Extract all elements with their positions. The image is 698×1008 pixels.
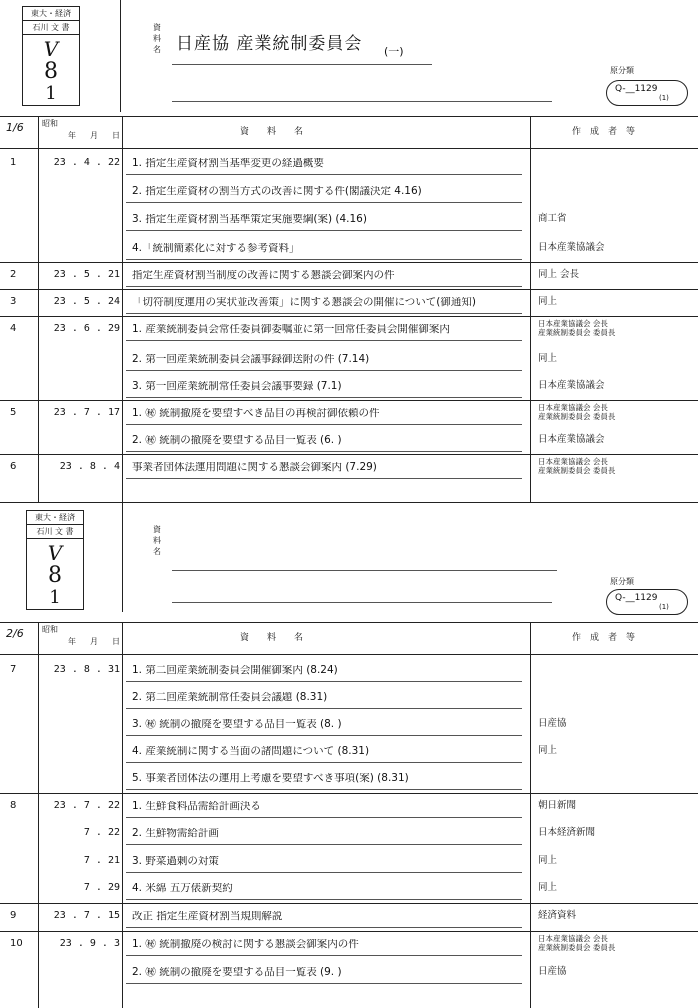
row-material-title: 1. 産業統制委員会常任委員御委嘱並に第一回常任委員会開催御案内 (132, 324, 450, 335)
header-material: 資 料 名 (240, 127, 304, 137)
sheet-number-1: 1/6 (6, 121, 24, 134)
row-number: 10 (10, 938, 23, 949)
row-author: 同上 (538, 296, 558, 307)
header-month: 月 (90, 131, 98, 140)
row-date: 23 . 7 . 17 (53, 407, 120, 418)
row-author: 同上 会長 (538, 269, 580, 280)
row-author: 日本経済新聞 (538, 827, 596, 838)
row-author: 日本産業協議会 会長 産業統制委員会 委員長 (538, 403, 616, 421)
archive-stamp (22, 6, 80, 106)
row-number: 2 (10, 269, 17, 280)
row-material-title: 4. 産業統制に関する当面の諸問題について (8.31) (132, 746, 370, 757)
classification-badge-2 (606, 589, 688, 615)
classification-badge (606, 80, 688, 106)
classification-code-2: Q-__1129 (615, 593, 658, 603)
row-date: 23 . 8 . 31 (53, 664, 120, 675)
row-date: 7 . 29 (83, 882, 120, 893)
row-date: 23 . 9 . 3 (59, 938, 120, 949)
row-author: 日本産業協議会 (538, 380, 605, 391)
row-date: 23 . 7 . 15 (53, 910, 120, 921)
row-number: 8 (10, 800, 17, 811)
row-material-title: 1. 第二回産業統制委員会開催御案内 (8.24) (132, 665, 338, 676)
header-year: 年 (68, 131, 76, 140)
row-date: 7 . 21 (83, 855, 120, 866)
stamp-collection-2: 石川 文 書 (27, 525, 83, 539)
row-material-title: 2. ㊙ 統制の撤廃を要望する品目一覧表 (6. ) (132, 435, 342, 446)
row-number: 1 (10, 157, 17, 168)
row-material-title: 2. 生鮮物需給計画 (132, 828, 219, 839)
row-author: 日本産業協議会 会長 産業統制委員会 委員長 (538, 934, 616, 952)
row-material-title: 指定生産資材割当制度の改善に関する懇談会御案内の件 (132, 270, 395, 281)
row-number: 7 (10, 664, 17, 675)
row-material-title: 2. 第二回産業統制常任委員会議題 (8.31) (132, 692, 328, 703)
classification-label-2: 原分類 (610, 577, 634, 586)
stamp-sub-2: 1 (49, 587, 61, 608)
row-author: 日本産業協議会 会長 産業統制委員会 委員長 (538, 457, 616, 475)
stamp-number: 8 (44, 59, 58, 84)
header-author-2: 作 成 者 等 (572, 633, 636, 643)
document-title: 日産協 産業統制委員会 (176, 34, 363, 54)
row-material-title: 3. ㊙ 統制の撤廃を要望する品目一覧表 (8. ) (132, 719, 342, 730)
row-author: 商工省 (538, 213, 567, 224)
stamp-letter: V (43, 37, 59, 61)
header-day: 日 (112, 131, 120, 140)
row-author: 日本産業協議会 会長 産業統制委員会 委員長 (538, 319, 616, 337)
header-showa: 昭和 (42, 119, 58, 128)
row-date: 23 . 8 . 4 (59, 461, 120, 472)
row-date: 23 . 6 . 29 (53, 323, 120, 334)
classification-code: Q-__1129 (615, 84, 658, 94)
classification-sub: (1) (659, 94, 669, 102)
row-author: 同上 (538, 882, 558, 893)
row-number: 5 (10, 407, 17, 418)
row-material-title: 3. 野菜過剰の対策 (132, 856, 219, 867)
title-label: 資料名 (153, 23, 161, 54)
stamp-institution-2: 東大・経済 (27, 511, 83, 525)
row-material-title: 4.「統制簡素化に対する参考資料」 (132, 243, 300, 254)
row-material-title: 1. 指定生産資材割当基準変更の経過概要 (132, 158, 324, 169)
stamp-number-2: 8 (48, 563, 62, 588)
row-author: 同上 (538, 745, 558, 756)
stamp-collection: 石川 文 書 (23, 21, 79, 35)
row-material-title: 2. ㊙ 統制の撤廃を要望する品目一覧表 (9. ) (132, 967, 342, 978)
row-author: 同上 (538, 855, 558, 866)
row-author: 経済資料 (538, 910, 577, 921)
row-material-title: 5. 事業者団体法の運用上考慮を要望すべき事項(案) (8.31) (132, 773, 409, 784)
classification-label: 原分類 (610, 66, 634, 75)
row-author: 日本産業協議会 (538, 434, 605, 445)
header-material-2: 資 料 名 (240, 633, 304, 643)
row-material-title: 3. 指定生産資材割当基準策定実施要綱(案) (4.16) (132, 214, 367, 225)
document-title-suffix: (一) (384, 45, 404, 58)
header-day-2: 日 (112, 637, 120, 646)
row-number: 9 (10, 910, 17, 921)
row-material-title: 3. 第一回産業統制常任委員会議事要録 (7.1) (132, 381, 342, 392)
row-material-title: 2. 指定生産資材の割当方式の改善に関する件(閣議決定 4.16) (132, 186, 422, 197)
row-date: 23 . 5 . 24 (53, 296, 120, 307)
archive-stamp-2 (26, 510, 84, 610)
header-month-2: 月 (90, 637, 98, 646)
row-material-title: 改正 指定生産資材割当規則解説 (132, 911, 283, 922)
row-number: 4 (10, 323, 17, 334)
row-material-title: 1. ㊙ 統制撤廃を要望すべき品目の再検討御依頼の件 (132, 408, 380, 419)
row-author: 日産協 (538, 718, 567, 729)
row-date: 7 . 22 (83, 827, 120, 838)
row-number: 3 (10, 296, 17, 307)
row-date: 23 . 7 . 22 (53, 800, 120, 811)
title-label-2: 資料名 (153, 525, 161, 556)
header-author: 作 成 者 等 (572, 127, 636, 137)
row-material-title: 1. ㊙ 統制撤廃の検討に関する懇談会御案内の件 (132, 939, 359, 950)
row-number: 6 (10, 461, 17, 472)
row-material-title: 事業者団体法運用問題に関する懇談会御案内 (7.29) (132, 462, 377, 473)
classification-sub-2: (1) (659, 603, 669, 611)
header-year-2: 年 (68, 637, 76, 646)
row-author: 朝日新聞 (538, 800, 577, 811)
sheet-number-2: 2/6 (6, 627, 24, 640)
row-material-title: 1. 生鮮食料品需給計画決る (132, 801, 261, 812)
header-showa-2: 昭和 (42, 625, 58, 634)
row-date: 23 . 4 . 22 (53, 157, 120, 168)
stamp-sub: 1 (45, 83, 57, 104)
row-author: 日本産業協議会 (538, 242, 605, 253)
row-material-title: 「切符制度運用の実状並改善策」に関する懇談会の開催について(御通知) (132, 297, 476, 308)
row-date: 23 . 5 . 21 (53, 269, 120, 280)
row-material-title: 4. 米綿 五万俵新契約 (132, 883, 233, 894)
stamp-institution: 東大・経済 (23, 7, 79, 21)
row-author: 日産協 (538, 966, 567, 977)
stamp-letter-2: V (47, 541, 63, 565)
row-author: 同上 (538, 353, 558, 364)
row-material-title: 2. 第一回産業統制委員会議事録御送附の件 (7.14) (132, 354, 370, 365)
